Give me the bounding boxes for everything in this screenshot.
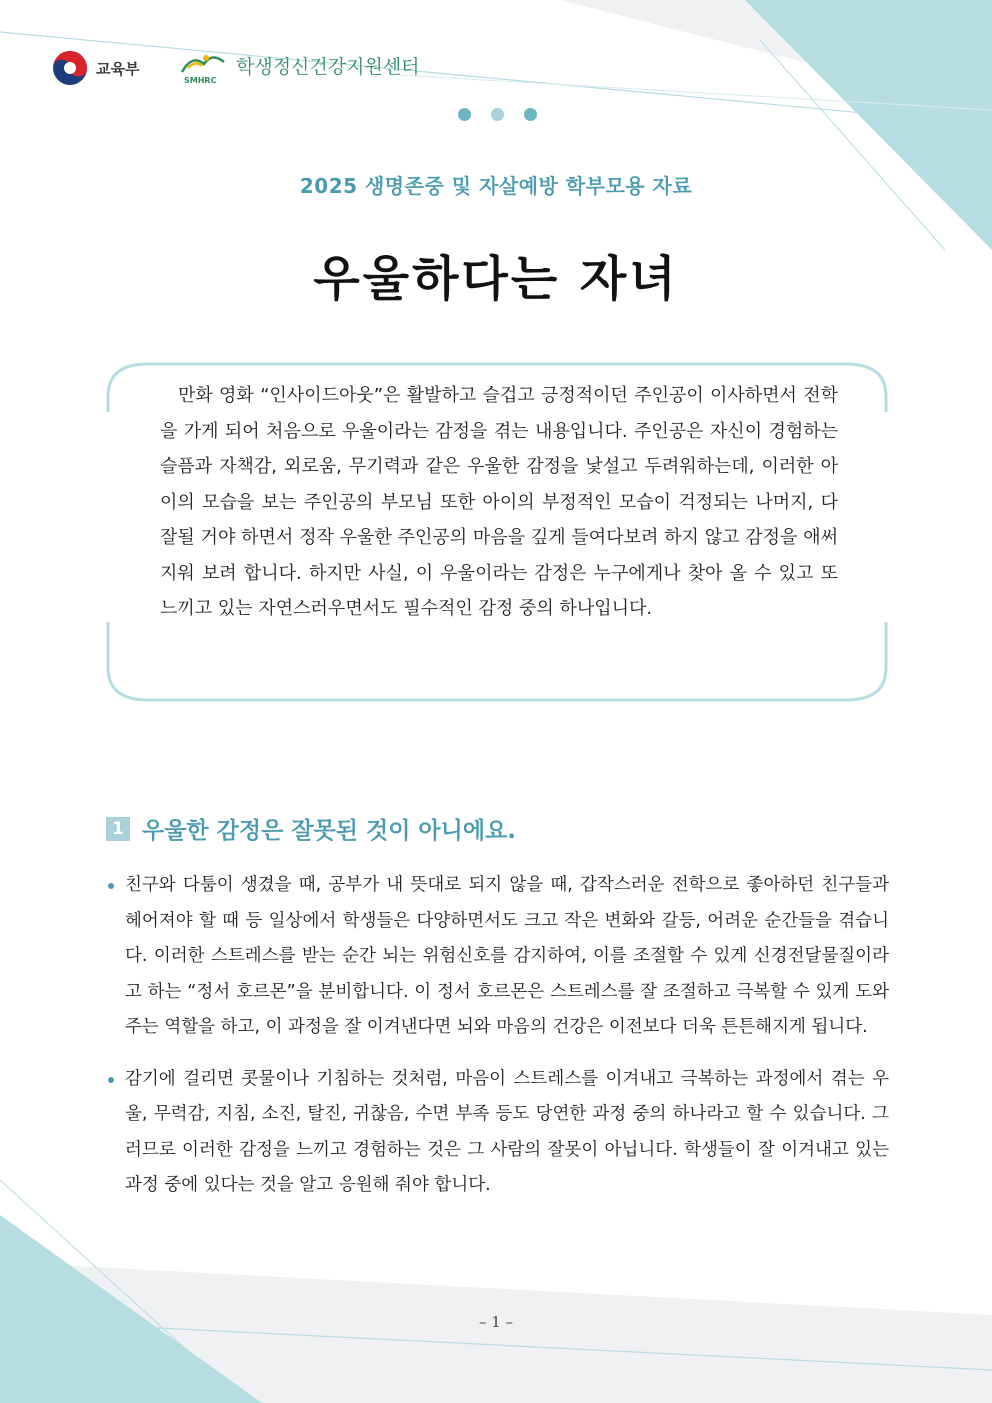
intro-paragraph: 만화 영화 “인사이드아웃”은 활발하고 슬겁고 긍정적이던 주인공이 이사하면서 전학을 가게 되어 처음으로 우울이라는 감정을 겪는 내용입니다. 주인공은 자신이 경험하는 슬픔과 자책감, 외로움, 무기력과 같은 우울한 감정을 낯설고 두려워하는데, 이러한 아이의 모습을 보는 주인공의 부모님 또한 아이의 부정적인 모습이 걱정되는 나머지, 다 잘될 거야 하면서 정작 우울한 주인공의 마음을 깊게 들여다보려 하지 않고 감정을 애써 지워 보려 합니다. 하지만 사실, 이 우울이라는 감정은 누구에게나 찾아 올 수 있고 또 느끼고 있는 자연스러우면서도 필수적인 감정 중의 하나입니다. <box>160 385 838 619</box>
intro-box <box>160 378 838 627</box>
page-number: – 1 – <box>478 1313 514 1331</box>
center-name: 학생정신건강지원센터 <box>236 55 420 78</box>
dot-1 <box>458 108 471 121</box>
intro-frame-bottom <box>108 622 886 700</box>
taegeuk-icon <box>52 50 88 86</box>
section-heading: 우울한 감정은 잘못된 것이 아니에요. <box>142 818 517 844</box>
bullet-item: 감기에 걸리면 콧물이나 기침하는 것처럼, 마음이 스트레스를 이겨내고 극복하는 과정에서 겪는 우울, 무력감, 지침, 소진, 탈진, 귀찮음, 수면 부족 등도 당연한 과정 중의 하나라고 할 수 있습니다. 그러므로 이러한 감정을 느끼고 경험하는 것은 그 사람의 잘못이 아닙니다. 학생들이 잘 이겨내고 있는 과정 중에 있다는 것을 알고 응원해 줘야 합니다. <box>106 1062 889 1204</box>
section-1-header <box>106 812 516 845</box>
bullet-item: 친구와 다툼이 생겼을 때, 공부가 내 뜻대로 되지 않을 때, 갑작스러운 전학으로 좋아하던 친구들과 헤어져야 할 때 등 일상에서 학생들은 다양하면서도 크고 작은 변화와 갈등, 어려운 순간들을 겪습니다. 이러한 스트레스를 받는 순간 뇌는 위험신호를 감지하여, 이를 조절할 수 있게 신경전달물질이라고 하는 “정서 호르몬”을 분비합니다. 이 정서 호르몬은 스트레스를 잘 조절하고 극복할 수 있게 도와주는 역할을 하고, 이 과정을 잘 이겨낸다면 뇌와 마음의 건강은 이전보다 더욱 튼튼해지게 됩니다. <box>106 868 889 1046</box>
center-abbr: SMHRC <box>184 76 217 85</box>
dot-3 <box>524 108 537 121</box>
ministry-logo <box>52 50 139 86</box>
dot-2 <box>491 108 504 121</box>
section-number: 1 <box>106 817 130 841</box>
section-1-bullets <box>106 868 889 1220</box>
ministry-label: 교육부 <box>96 59 140 78</box>
document-title: 우울하다는 자녀 <box>313 251 679 307</box>
document-subtitle: 2025 생명존중 및 자살예방 학부모용 자료 <box>299 174 693 198</box>
center-logo <box>178 50 420 85</box>
dot-divider <box>458 108 537 121</box>
